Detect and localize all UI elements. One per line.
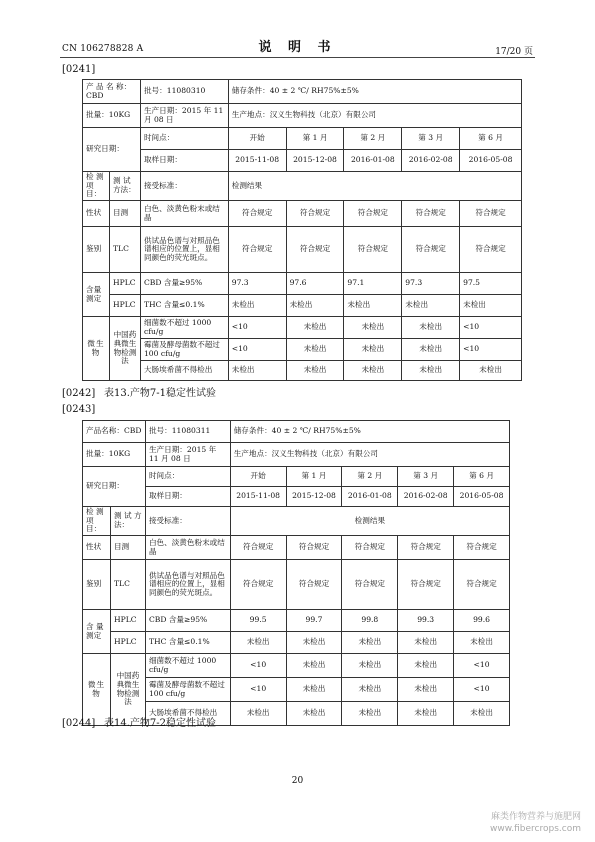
time-cell: 第 2 月 (344, 128, 402, 150)
production-date: 生产日期：2015 年 11 月 08 日 (145, 443, 230, 467)
time-cell: 第 2 月 (342, 467, 398, 487)
cbd-value: 99.7 (286, 610, 342, 632)
table-13-caption: 表13.产物7-1稳定性试验 (104, 388, 217, 399)
batch-number: 批号：11080310 (140, 80, 228, 104)
para-0242 (62, 384, 216, 399)
para-0243: [0243] (62, 404, 96, 415)
batch-size: 批量：10KG (83, 443, 146, 467)
production-site: 生产地点：汉义生物科技（北京）有限公司 (228, 104, 521, 128)
cbd-value: 99.8 (342, 610, 398, 632)
thc-value: 未检出 (286, 632, 342, 654)
cbd-value: 97.1 (344, 273, 402, 295)
cbd-value: 97.6 (286, 273, 344, 295)
para-number: [0242] (62, 388, 96, 399)
mold-value: 未检出 (286, 339, 344, 361)
result-cell: 符合规定 (460, 227, 522, 273)
ecoli-value: 未检出 (460, 361, 522, 381)
time-cell: 第 1 月 (286, 467, 342, 487)
traits-label: 性状 (83, 201, 110, 227)
cbd-standard: CBD 含量≥95% (140, 273, 228, 295)
result-cell: 符合规定 (286, 536, 342, 560)
bacteria-value: 未检出 (398, 654, 454, 678)
result-cell: 符合规定 (402, 227, 460, 273)
traits-standard: 白色、淡黄色粉末或结晶 (145, 536, 230, 560)
micro-label: 微生物 (83, 317, 110, 381)
result-cell: 符合规定 (454, 560, 510, 610)
thc-value: 未检出 (344, 295, 402, 317)
bacteria-standard: 细菌数不超过 1000 cfu/g (145, 654, 230, 678)
bacteria-value: <10 (460, 317, 522, 339)
results-label: 检测结果 (230, 507, 509, 536)
thc-value: 未检出 (230, 632, 286, 654)
time-cell: 第 3 月 (402, 128, 460, 150)
date-cell: 2016-01-08 (342, 487, 398, 507)
stability-table-2 (82, 420, 510, 726)
ecoli-value: 未检出 (344, 361, 402, 381)
table-14-caption: 表14.产物7-2稳定性试验 (104, 718, 217, 729)
cbd-value: 97.5 (460, 273, 522, 295)
product-name: 产品名称：CBD (83, 421, 146, 443)
thc-value: 未检出 (398, 632, 454, 654)
cbd-value: 97.3 (402, 273, 460, 295)
assay-label: 含 量 测定 (83, 610, 111, 654)
visual-method: 目测 (110, 536, 145, 560)
thc-standard: THC 含量≤0.1% (145, 632, 230, 654)
ecoli-value: 未检出 (402, 361, 460, 381)
bacteria-value: 未检出 (286, 654, 342, 678)
ident-label: 鉴别 (83, 227, 110, 273)
cbd-value: 97.3 (228, 273, 286, 295)
test-item-label: 检 测 项 目： (83, 172, 110, 201)
time-cell: 第 3 月 (398, 467, 454, 487)
hplc-method: HPLC (109, 273, 140, 295)
mold-value: 未检出 (398, 678, 454, 702)
time-cell: 开始 (228, 128, 286, 150)
time-cell: 第 6 月 (454, 467, 510, 487)
date-cell: 2015-11-08 (230, 487, 286, 507)
ecoli-value: 未检出 (454, 702, 510, 726)
mold-value: <10 (460, 339, 522, 361)
tlc-method: TLC (109, 227, 140, 273)
thc-standard: THC 含量≤0.1% (140, 295, 228, 317)
bacteria-value: <10 (228, 317, 286, 339)
sampling-date-label: 取样日期： (145, 487, 230, 507)
ecoli-value: 未检出 (230, 702, 286, 726)
bacteria-value: <10 (454, 654, 510, 678)
results-label: 检测结果 (228, 172, 521, 201)
mold-value: 未检出 (286, 678, 342, 702)
cbd-value: 99.6 (454, 610, 510, 632)
page-number: 20 (291, 776, 304, 786)
header-rule (60, 57, 535, 58)
mold-standard: 霉菌及酵母菌数不超过 100 cfu/g (145, 678, 230, 702)
result-cell: 符合规定 (398, 560, 454, 610)
para-number: [0244] (62, 718, 96, 729)
result-cell: 符合规定 (230, 560, 286, 610)
para-0244 (62, 714, 216, 729)
header-title: 说 明 书 (258, 40, 337, 55)
ecoli-value: 未检出 (228, 361, 286, 381)
traits-label: 性状 (83, 536, 111, 560)
date-cell: 2015-12-08 (286, 487, 342, 507)
date-cell: 2016-02-08 (402, 150, 460, 172)
header-page: 17/20 页 (495, 47, 533, 57)
date-cell: 2015-11-08 (228, 150, 286, 172)
time-cell: 开始 (230, 467, 286, 487)
production-date: 生产日期：2015 年 11 月 08 日 (140, 104, 228, 128)
visual-method: 目测 (109, 201, 140, 227)
mold-value: 未检出 (402, 339, 460, 361)
mold-value: 未检出 (344, 339, 402, 361)
stability-table-1 (82, 79, 522, 381)
test-method-label: 测 试 方法： (110, 507, 145, 536)
assay-label: 含量测定 (83, 273, 110, 317)
result-cell: 符合规定 (460, 201, 522, 227)
date-cell: 2016-05-08 (454, 487, 510, 507)
tlc-method: TLC (110, 560, 145, 610)
storage-condition: 储存条件：40 ± 2 ℃/ RH75%±5% (228, 80, 521, 104)
ident-standard: 供试品色谱与对照品色谱相应的位置上，显相同颜色的荧光斑点。 (145, 560, 230, 610)
batch-number: 批号：11080311 (145, 421, 230, 443)
result-cell: 符合规定 (402, 201, 460, 227)
result-cell: 符合规定 (286, 560, 342, 610)
ecoli-value: 未检出 (286, 702, 342, 726)
test-method-label: 测 试 方法： (109, 172, 140, 201)
cbd-value: 99.3 (398, 610, 454, 632)
production-site: 生产地点：汉义生物科技（北京）有限公司 (230, 443, 509, 467)
result-cell: 符合规定 (454, 536, 510, 560)
ident-standard: 供试品色谱与对照品色谱相应的位置上，显相同颜色的荧光斑点。 (140, 227, 228, 273)
bacteria-value: 未检出 (402, 317, 460, 339)
cbd-standard: CBD 含量≥95% (145, 610, 230, 632)
result-cell: 符合规定 (342, 560, 398, 610)
time-cell: 第 6 月 (460, 128, 522, 150)
result-cell: 符合规定 (344, 201, 402, 227)
bacteria-standard: 细菌数不超过 1000 cfu/g (140, 317, 228, 339)
mold-value: 未检出 (342, 678, 398, 702)
mold-value: <10 (454, 678, 510, 702)
ident-label: 鉴别 (83, 560, 111, 610)
watermark-url: www.fibercrops.com (490, 823, 581, 834)
hplc-method: HPLC (109, 295, 140, 317)
ecoli-standard: 大肠埃希菌不得检出 (140, 361, 228, 381)
product-name: 产 品 名 称：CBD (83, 80, 141, 104)
micro-label: 微生物 (83, 654, 111, 726)
para-0241: [0241] (62, 64, 96, 75)
time-point-label: 时间点： (140, 128, 228, 150)
result-cell: 符合规定 (230, 536, 286, 560)
ecoli-value: 未检出 (398, 702, 454, 726)
mold-standard: 霉菌及酵母菌数不超过 100 cfu/g (140, 339, 228, 361)
time-cell: 第 1 月 (286, 128, 344, 150)
ecoli-value: 未检出 (342, 702, 398, 726)
bacteria-value: 未检出 (344, 317, 402, 339)
thc-value: 未检出 (454, 632, 510, 654)
ecoli-value: 未检出 (286, 361, 344, 381)
result-cell: 符合规定 (228, 227, 286, 273)
date-cell: 2016-02-08 (398, 487, 454, 507)
criteria-label: 接受标准： (140, 172, 228, 201)
result-cell: 符合规定 (228, 201, 286, 227)
watermark (490, 812, 581, 835)
header-left: CN 106278828 A (62, 44, 144, 54)
test-item-label: 检 测 项目： (83, 507, 111, 536)
result-cell: 符合规定 (286, 201, 344, 227)
cbd-value: 99.5 (230, 610, 286, 632)
bacteria-value: 未检出 (342, 654, 398, 678)
result-cell: 符合规定 (342, 536, 398, 560)
micro-method: 中国药典微生物检测法 (110, 654, 145, 726)
time-point-label: 时间点： (145, 467, 230, 487)
thc-value: 未检出 (286, 295, 344, 317)
thc-value: 未检出 (402, 295, 460, 317)
thc-value: 未检出 (228, 295, 286, 317)
date-cell: 2016-01-08 (344, 150, 402, 172)
date-cell: 2015-12-08 (286, 150, 344, 172)
hplc-method: HPLC (110, 610, 145, 632)
date-cell: 2016-05-08 (460, 150, 522, 172)
watermark-title: 麻类作物营养与施肥网 (490, 812, 581, 822)
study-date-label: 研究日期： (83, 128, 141, 172)
thc-value: 未检出 (460, 295, 522, 317)
micro-method: 中国药典微生物检测法 (109, 317, 140, 381)
storage-condition: 储存条件：40 ± 2 ℃/ RH75%±5% (230, 421, 509, 443)
mold-value: <10 (228, 339, 286, 361)
study-date-label: 研究日期： (83, 467, 146, 507)
result-cell: 符合规定 (398, 536, 454, 560)
hplc-method: HPLC (110, 632, 145, 654)
traits-standard: 白色、淡黄色粉末或结晶 (140, 201, 228, 227)
sampling-date-label: 取样日期： (140, 150, 228, 172)
bacteria-value: 未检出 (286, 317, 344, 339)
ecoli-standard: 大肠埃希菌不得检出 (145, 702, 230, 726)
thc-value: 未检出 (342, 632, 398, 654)
result-cell: 符合规定 (344, 227, 402, 273)
result-cell: 符合规定 (286, 227, 344, 273)
bacteria-value: <10 (230, 654, 286, 678)
criteria-label: 接受标准： (145, 507, 230, 536)
mold-value: <10 (230, 678, 286, 702)
batch-size: 批量：10KG (83, 104, 141, 128)
